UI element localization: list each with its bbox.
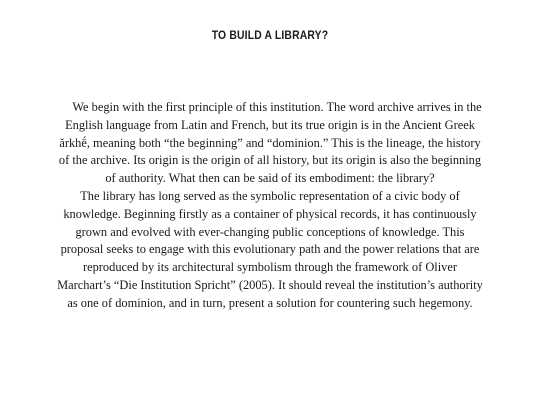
paragraph-intro: We begin with the first principle of this institution. The word archive arrives in the English language from Latin and French, but its true origin is in the Ancient Greek ărkhḗ, meaning both “the beginning” and “dominion.” This is the lineage, the history of the archive. Its origin is the origin of all history, but its origin is also the beginning of authority. What then can be said of its embodiment: the library? xyxy=(58,100,482,186)
page-title: TO BUILD A LIBRARY? xyxy=(211,30,329,42)
body-text xyxy=(55,99,485,313)
paragraph-library: The library has long served as the symbolic representation of a civic body of knowledge. Beginning firstly as a container of physical records, it has continuously grown and evolved with ever-changing public conceptions of knowledge. This proposal seeks to engage with this evolutionary path and the power relations that are reproduced by its architectural symbolism through the framework of Oliver Marchart’s “Die Institution Spricht” (2005). It should reveal the institution’s authority as one of dominion, and in turn, present a solution for countering such hegemony. xyxy=(57,188,483,310)
